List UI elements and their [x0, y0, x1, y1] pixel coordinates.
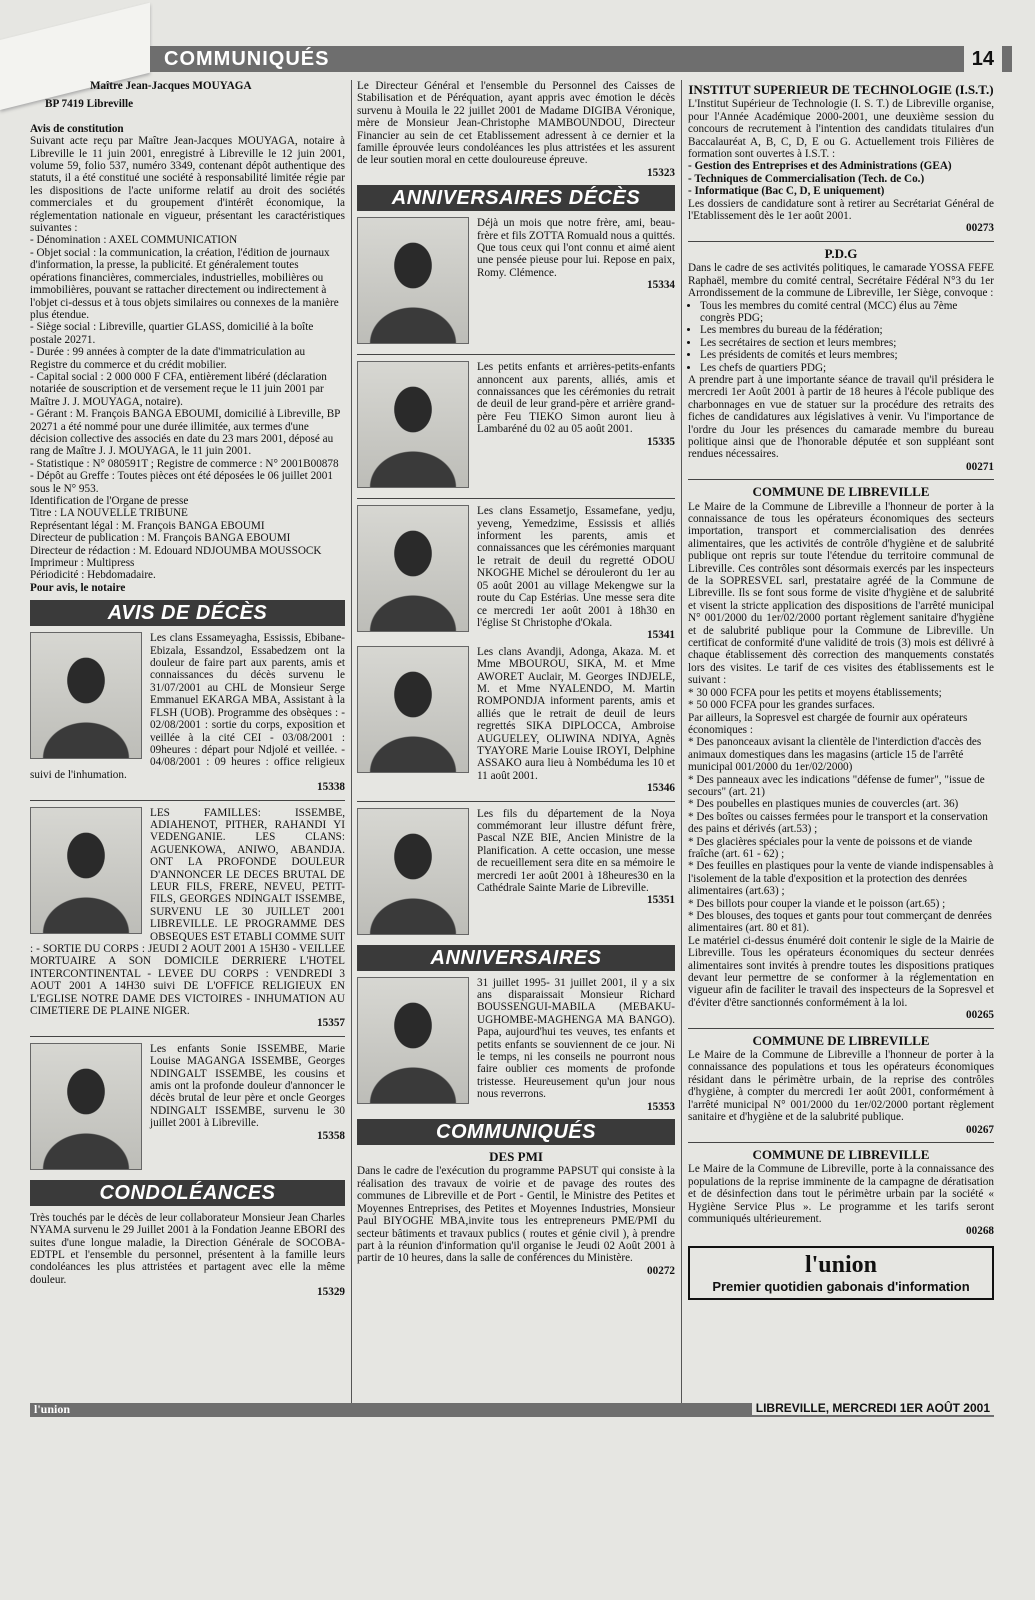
section-header — [150, 46, 1012, 72]
separator — [30, 800, 345, 801]
anniversary-entry — [357, 808, 675, 939]
notice-items — [30, 234, 345, 581]
ad-number: 15338 — [317, 781, 345, 794]
pdg-item: • Les membres du bureau de la fédération; — [700, 324, 994, 336]
pdg-item: • Les chefs de quartiers PDG; — [700, 362, 994, 374]
commune-item: * Des panneaux avec les indications "défense de fumer", "issue de secours" (art. 21) — [688, 773, 985, 798]
banner-anniversaires-deces: ANNIVERSAIRES DÉCÈS — [357, 185, 675, 211]
portrait-photo — [30, 807, 142, 934]
ad-number: 00265 — [966, 1009, 994, 1022]
commune-item: * Des blouses, des toques et gants pour tout commerçant de denrées alimentaires (art. 80 et 81). — [688, 910, 992, 935]
ad-number: 15323 — [647, 166, 675, 179]
ad-number: 15346 — [647, 782, 675, 795]
ad-number: 15357 — [317, 1017, 345, 1030]
ad-number: 15335 — [647, 435, 675, 448]
notice-item: - Capital social : 2 000 000 F CFA, entièrement libéré (déclaration notariée de souscription et de versement reçue le 11 juin 2001 par Maître J. J. MOUYAGA, notaire). — [30, 370, 327, 408]
column-divider — [681, 80, 682, 1405]
notice-signature: Pour avis, le notaire — [30, 581, 126, 594]
ad-number: 15341 — [647, 629, 675, 642]
notice-body: Suivant acte reçu par Maître Jean-Jacques MOUYAGA, notaire à Libreville le 11 juin 2001, enregistré à Libreville le 12 juin 2001, volume 59, folio 537, numéro 3349, contenant dépôt authentique des statuts, il a été constitué une société à responsabilité limitée régie par les dispositions de l'acte uniforme relatif au droit des sociétés commerciales et du groupement d'intérêt économique, la réglementation nationale en vigueur, présentant les caractéristiques suivantes : — [30, 135, 345, 235]
notice-item: - Statistique : N° 080591T ; Registre de commerce : N° 2001B00878 — [30, 457, 339, 470]
commune-text: Le Maire de la Commune de Libreville, porte à la connaissance des populations de la reprise imminente de la campagne de dératisation et de désinfection dans tout le périmètre urbain par la société « Hygiène Service Plus ». Le programme et les tarifs seront communiqués ultérieurement. — [688, 1163, 994, 1225]
portrait-photo — [357, 361, 469, 488]
anniversary-entry — [357, 646, 675, 795]
anniversary-text: 31 juillet 1995- 31 juillet 2001, il y a six ans disparaissait Monsieur Richard BOUSSENGUI-MABILA (MEBAKU-UGHOMBE-MAGHENGA MA BANGO). Papa, aujourd'hui tes veuves, tes enfants et petits enfants se souviennent de ce jour. Ni le temps, ni les conseils ne pourront nous faire oublier ces moments de profonde tristesse. Heureusement qu'un jour nous nous reverrons. — [477, 976, 675, 1101]
notice-item: - Durée : 99 années à compter de la date d'immatriculation au Registre du commerce et du crédit mobilier. — [30, 346, 306, 371]
obituary-text: Les clans Essameyagha, Essissis, Ebibane-Ebizala, Essandzol, Essabedzem ont la douleur de faire part aux parents, amis et connaissances du décès survenu le 31/07/2001 au CHL de Monsieur Serge Emmanuel EKARGA MBA, Assistant à la FLSH (UOB). Programme des obsèques : - 02/08/2001 : sortie du corps, exposition et veillée à la cité CEI - 03/08/2001 : 09heures : départ pour Ndjolé et veillée. - 04/08/2001 : 09 heures : office religieux suivi de l'inhumation. — [30, 632, 345, 781]
footer-bar — [30, 1403, 994, 1417]
ist-item: - Informatique (Bac C, D, E uniquement) — [688, 185, 885, 198]
banner-condoleances: CONDOLÉANCES — [30, 1180, 345, 1206]
ist-item: - Gestion des Entreprises et des Administrations (GEA) — [688, 160, 952, 173]
anniversary-text: Les clans Essametjo, Essamefane, yedju, yeveng, Yemedzime, Essissis et alliés informent les parents, amis et connaissances que les cérémonies marquant le retrait de deuil du regretté ODOU NKOGHE Michel se dérouleront du 1er au 05 août 2001 au village Mekengwe sur la route du Cap Estérias. Une messe sera dite ce mercredi 1er août 2001 à 18h30 en l'église St Christophe d'Okala. — [477, 505, 675, 629]
portrait-photo — [30, 1043, 142, 1170]
commune-item: * Des boîtes ou caisses fermées pour le transport et la conservation des pains et dérivés (art.53) ; — [688, 810, 988, 836]
newspaper-logo-box — [688, 1246, 994, 1300]
portrait-photo — [357, 977, 469, 1104]
column-divider — [351, 80, 352, 1405]
pmi-title: DES PMI — [489, 1149, 543, 1165]
anniversary-text: Les fils du département de la Noya commémorant leur illustre défunt frère, Pascal NZE BIE, Ancien Ministre de la Planification. A cette occasion, une messe de recueillement sera dite en sa mémoire le mercredi 1er août 2001 à 18heures30 en la Cathédrale Sainte Marie de Libreville. — [477, 807, 675, 895]
footer-dateline: LIBREVILLE, MERCREDI 1ER AOÛT 2001 — [752, 1401, 994, 1415]
commune-item: Par ailleurs, la Sopresvel est chargée de fournir aux opérateurs économiques : — [688, 711, 968, 736]
ad-number: 15334 — [647, 279, 675, 292]
anniversary-entry — [357, 217, 675, 348]
obituary-entry — [30, 1043, 345, 1174]
anniversary-text: Les clans Avandji, Adonga, Akaza. M. et Mme MBOUROU, SIKA, M. et Mme AWORET Auclair, M. Georges INDJELE, M. et Mme NYALENDO, M. Martin ROMPONDJA informent parents, amis et alliés que le retrait de deuil de leurs regrettés SIKA DIPLOCCA, Ambroise AUGUELEY, OLIWINA NDIYA, Agnès TYAYORE Marie Louise IROYI, Delphine ASSAKO aura lieu à Nombéduma les 10 et 11 août 2001. — [477, 645, 675, 782]
pdg-item: • Les présidents de comités et leurs membres; — [700, 349, 994, 361]
condolence-text: Très touchés par le décès de leur collaborateur Monsieur Jean Charles NYAMA survenu le 29 Juillet 2001 à la Fondation Jeanne EBORI des suites d'une longue maladie, la Direction Générale de SOCOBA-EDTPL et l'ensemble du personnel, présentent à la famille leurs condoléances les plus attristées et partagent avec elle la même douleur. — [30, 1211, 345, 1286]
page-number: 14 — [964, 46, 1002, 72]
ad-number: 00268 — [966, 1225, 994, 1238]
notice-item: Périodicité : Hebdomadaire. — [30, 569, 156, 582]
notice-title: Avis de constitution — [30, 122, 124, 135]
commune-item: * 30 000 FCFA pour les petits et moyens établissements; — [688, 686, 942, 699]
newspaper-tagline: Premier quotidien gabonais d'information — [712, 1278, 970, 1294]
pmi-text: Dans le cadre de l'exécution du programme PAPSUT qui consiste à la réalisation des travaux de voirie et de pavage des routes des communes de Libreville et de Port - Gentil, le Ministre des Petites et Moyennes Entreprises, des Petites et Moyennes Industries, Monsieur Paul BIYOGHE MBA,invite tous les entrepreneurs PME/PMI du secteur bâtiments et travaux publics ( routes et génie civil ), à prendre part à la réunion d'information qu'il organise le Jeudi 02 Août 2001 à partir de 10 heures, dans la salle de conférences du Ministère. — [357, 1165, 675, 1265]
commune-items — [688, 687, 994, 935]
portrait-photo — [357, 808, 469, 935]
notary-name: Maître Jean-Jacques MOUYAGA — [90, 80, 252, 92]
commune-title: COMMUNE DE LIBREVILLE — [752, 1146, 930, 1162]
ist-item: - Techniques de Commercialisation (Tech. de Co.) — [688, 172, 925, 185]
column-3 — [688, 80, 994, 1300]
separator — [688, 241, 994, 242]
commune-title: COMMUNE DE LIBREVILLE — [752, 1032, 930, 1048]
obituary-text: LES FAMILLES: ISSEMBE, ADIAHENOT, PITHER, RAHANDI YI VEDENGANIE. LES CLANS: AGUENKOWA, ANIWO, ABANDJA. ONT LA PROFONDE DOULEUR D'ANNONCER LE DECES BRUTAL DE LEUR FILS, FRERE, NEVEU, PETIT-FILS, GEORGES NDINGALT ISSEMBE, SURVENU LE 30 JUILLET 2001 LIBREVILLE. LE PROGRAMME DES OBSEQUES EST ETABLI COMME SUIT : - SORTIE DU CORPS : JEUDI 2 AOUT 2001 A 15H30 - VEILLEE MORTUAIRE A SON DOMICILE DERRIERE L'HOTEL INTERCONTINENTAL - LEVEE DU CORPS : VENDREDI 3 AOUT 2001 A 14H30 suivi DE L'OFFICE RELIGIEUX EN L'EGLISE NOTRE DAME DES VICTOIRES - INHUMATION AU CIMETIERE DE PLAINE NIGER. — [30, 806, 345, 1018]
separator — [688, 1028, 994, 1029]
commune-item: * 50 000 FCFA pour les grandes surfaces. — [688, 699, 875, 712]
pdg-item: • Tous les membres du comité central (MCC) élus au 7ème congrès PDG; — [700, 300, 994, 325]
commune-item: * Des panonceaux avisant la clientèle de l'interdiction d'accès des animaux domestiques dans les magasins (article 15 de l'arrêté municipal 001/2000 du 1er/02/2000) — [688, 736, 982, 774]
column-2 — [357, 80, 675, 1277]
ad-number: 00271 — [966, 460, 994, 473]
pdg-items — [688, 300, 994, 374]
notice-item: Imprimeur : Multipress — [30, 557, 135, 570]
anniversary-entry — [357, 361, 675, 492]
commune-item: * Des feuilles en plastiques pour la vente de viande indispensables à l'isolement de la table d'exposition et la protection des denrées alimentaires (art.63) ; — [688, 860, 994, 898]
section-title: COMMUNIQUÉS — [164, 48, 330, 70]
commune-text: Le Maire de la Commune de Libreville a l'honneur de porter à la connaissance des populations et tous les opérateurs économiques résidant dans le périmètre urbain, de la reprise des contrôles d'hygiène, à compter du mercredi 1er août 2001, conformément à l'arrêté municipal N° 001/2000 du 1er/02/2000 portant règlement sanitaire et d'hygiène et de la salubrité publique. — [688, 1049, 994, 1124]
portrait-photo — [357, 646, 469, 773]
ist-items — [688, 160, 994, 197]
obituary-entry — [30, 632, 345, 793]
commune-title: COMMUNE DE LIBREVILLE — [752, 484, 930, 500]
portrait-photo — [357, 505, 469, 632]
ad-number: 00267 — [966, 1123, 994, 1136]
notice-item: - Objet social : la communication, la création, l'édition de journaux d'information, la presse, la publicité. Et généralement toutes opérations financières, commerciales, industrielles, mobilières ou immobilières, pouvant se rattacher directement ou indirectement à l'objet ci-dessus et à tous objets similaires ou connexes de la manière plus étendue. — [30, 246, 339, 321]
ad-number: 15351 — [647, 894, 675, 907]
notice-item: Directeur de publication : M. François BANGA EBOUMI — [30, 532, 291, 545]
notice-item: Représentant légal : M. François BANGA EBOUMI — [30, 519, 265, 532]
portrait-photo — [30, 632, 142, 759]
pdg-item: • Les secrétaires de section et leurs membres; — [700, 337, 994, 349]
column-1 — [30, 80, 345, 1299]
ist-end: Les dossiers de candidature sont à retirer au Secrétariat Général de l'Etablissement dès le 1er août 2001. — [688, 197, 994, 223]
commune-item: * Des billots pour couper la viande et le poisson (art.65) ; — [688, 897, 946, 910]
anniversary-text: Les petits enfants et arrières-petits-enfants annoncent aux parents, alliés, amis et connaissances que les cérémonies du retrait de deuil de leur grand-père et arrière grand-père Feu TIEKO Simon auront lieu à Lambaréné du 02 au 05 août 2001. — [477, 361, 675, 436]
separator — [688, 1142, 994, 1143]
notice-item: - Dépôt au Greffe : Toutes pièces ont été déposées le 06 juillet 2001 sous le N° 953. — [30, 470, 333, 495]
obituary-entry — [30, 807, 345, 1030]
commune-end: Le matériel ci-dessus énuméré doit contenir le sigle de la Mairie de Libreville. Tous les opérateurs économiques du secteur denrées alimentaires sont invités à prendre toutes les dispositions pratiques devant leur permettre de se conformer à la réglementation en vigueur afin de faciliter le travail des inspecteurs de la Sopresvel et d'éviter d'être sanctionnés conformément à la loi. — [688, 934, 994, 1009]
newspaper-logo: l'union — [804, 1251, 878, 1278]
obituary-text: Les enfants Sonie ISSEMBE, Marie Louise MAGANGA ISSEMBE, Georges NDINGALT ISSEMBE, les cousins et amis ont la profonde douleur d'annoncer le décès brutal de leur père et oncle Georges NDINGALT ISSEMBE, survenu le 30 juillet 2001 à Libreville. — [150, 1042, 345, 1130]
condolence-text: Le Directeur Général et l'ensemble du Personnel des Caisses de Stabilisation et de Péréquation, ayant appris avec émotion le décès survenu à Mouila le 22 juillet 2001 de Madame DIGIBA Véronique, mère de Monsieur Jean-Christophe MAMBOUNDOU, Directeur Financier au sein de cet Etablissement adressent à ce dernier et la famille éprouvée leurs condoléances les plus attristées et les assurent de leur soutien moral en cette douloureuse épreuve. — [357, 80, 675, 167]
separator — [357, 498, 675, 499]
pdg-title: P.D.G — [824, 245, 858, 261]
ist-title: INSTITUT SUPERIEUR DE TECHNOLOGIE (I.S.T.) — [688, 82, 994, 97]
footer-brand: l'union — [34, 1402, 71, 1416]
commune-item: * Des glacières spéciales pour la vente de poissons et de viande fraîche (art. 61 - 62) ; — [688, 835, 973, 860]
ad-number: 15353 — [647, 1100, 675, 1113]
anniversary-entry — [357, 505, 675, 641]
commune-text: Le Maire de la Commune de Libreville a l'honneur de porter à la connaissance de tous les opérateurs économiques des secteurs importation, transport et commercialisation des denrées alimentaires, que les activités de contrôle d'hygiène et de salubrité publique ont repris sur toute l'étendue du territoire communal de Libreville. Ces contrôles sont désormais exercés par les inspecteurs de la SOPRESVEL sarl, prestataire agréé de la Commune de Libreville. Ils se font sous forme de visite d'hygiène et de salubrité et visent la stricte application des dispositions de l'arrêté municipal N° 001/2000 du 1er/02/2000 portant règlement sanitaire d'hygiène et de salubrité publique pour la Commune de Libreville. Un certificat de conformité d'une validité de trois (3) mois est délivré à chaque établissement dès correction des manquements constatés lors des visites. Le tarif de ces visites des établissements est le suivant : — [688, 500, 994, 687]
anniversary-text: Déjà un mois que notre frère, ami, beau-frère et fils ZOTTA Romuald nous a quittés. Que tous ceux qui l'ont connu et aimé aient une pensée pieuse pour lui. Repose en paix, Romy. Clémence. — [477, 217, 675, 279]
banner-avis-deces: AVIS DE DÉCÈS — [30, 600, 345, 626]
banner-communiques: COMMUNIQUÉS — [357, 1119, 675, 1145]
notice-item: - Siège social : Libreville, quartier GLASS, domicilié à la boîte postale 20271. — [30, 321, 314, 346]
separator — [30, 1036, 345, 1037]
notary-bp: BP 7419 Libreville — [45, 98, 134, 111]
notice-item: - Gérant : M. François BANGA EBOUMI, domicilié à Libreville, BP 20271 a été nommé pour une durée illimitée, aux termes d'une décision collective des associés en date du 23 mars 2001, déposé au rang de Maître J. J. MOUYAGA, le 11 juin 2001. — [30, 408, 340, 458]
pdg-end: A prendre part à une importante séance de travail qu'il présidera le mercredi 1er Août 2001 à partir de 18 heures à l'école publique des charbonnages en vue de statuer sur la procédure des retraits des fiches de candidatures aux législatives à venir. Vu l'importance de l'ordre du Jour les présences du camarade membre du bureau politique ainsi que de l'honorable députée et son suppléant sont rendues nécessaires. — [688, 373, 994, 461]
separator — [688, 479, 994, 480]
ad-number: 00272 — [647, 1264, 675, 1277]
ad-number: 15329 — [317, 1286, 345, 1299]
notice-item: - Dénomination : AXEL COMMUNICATION — [30, 234, 238, 247]
separator — [357, 354, 675, 355]
notice-item: Identification de l'Organe de presse — [30, 495, 189, 507]
banner-anniversaires: ANNIVERSAIRES — [357, 945, 675, 971]
ad-number: 15358 — [317, 1129, 345, 1142]
notice-item: Titre : LA NOUVELLE TRIBUNE — [30, 507, 188, 520]
ad-number: 00273 — [966, 222, 994, 235]
portrait-photo — [357, 217, 469, 344]
commune-item: * Des poubelles en plastiques munies de couvercles (art. 36) — [688, 798, 959, 811]
separator — [357, 801, 675, 802]
notice-item: Directeur de rédaction : M. Edouard NDJOUMBA MOUSSOCK — [30, 544, 322, 557]
ist-text: L'Institut Supérieur de Technologie (I. S. T.) de Libreville organise, pour l'Année Académique 2000-2001, une deuxième session du concours de recrutement à l'intention des candidats titulaires d'un Baccalauréat A, B, C, D, E ou G. Actuellement trois Filières de formation sont ouvertes à I.S.T. : — [688, 98, 994, 161]
pdg-text: Dans le cadre de ses activités politiques, le camarade YOSSA FEFE Raphaël, membre du comité central, Secrétaire Fédéral N°3 du 1er Arrondissement de la commune de Libreville, 1er Siège, convoque : — [688, 262, 994, 300]
anniversary-entry — [357, 977, 675, 1113]
